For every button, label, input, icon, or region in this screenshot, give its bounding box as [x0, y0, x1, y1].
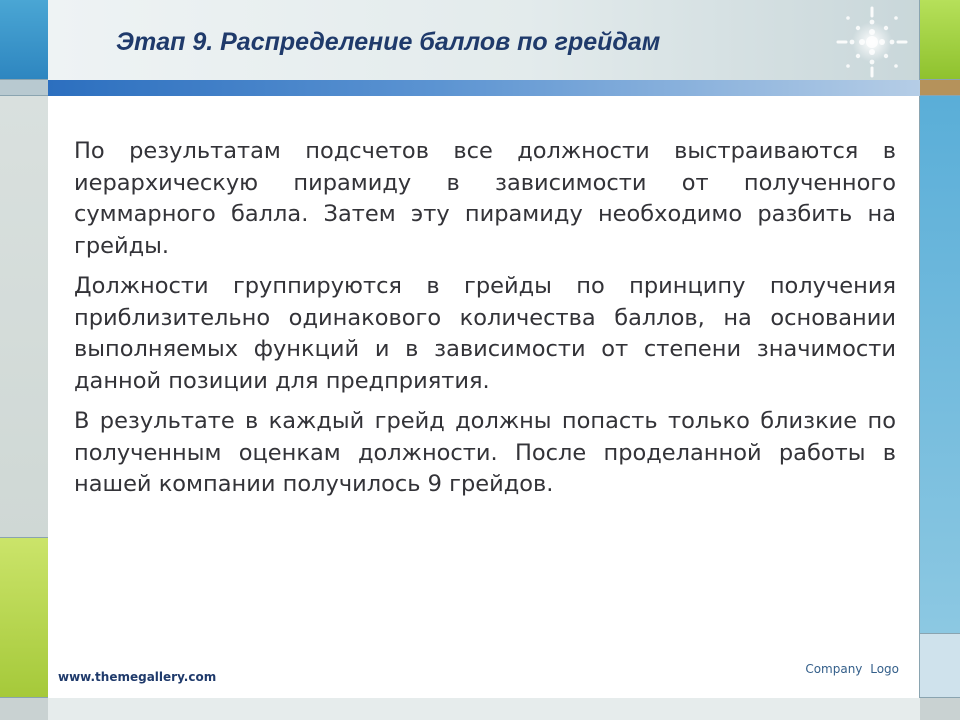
slide-header — [48, 0, 920, 80]
slide-title: Этап 9. Распределение баллов по грейдам — [116, 28, 661, 56]
right-decor-blue-block — [920, 96, 960, 634]
paragraph-3: В результате в каждый грейд должны попасть только близкие по полученным оценкам должности. После проделанной работы в нашей компании получилось 9 грейдов. — [74, 408, 896, 497]
header-band — [48, 80, 920, 96]
right-decor-green-block — [920, 0, 960, 80]
right-decor-brown-strip — [920, 80, 960, 96]
footer-url: www.themegallery.com — [58, 670, 217, 684]
left-decor-light-block — [0, 96, 48, 538]
left-decor-grey-strip — [0, 80, 48, 96]
left-decor-blue-block — [0, 0, 48, 80]
slide-content — [48, 96, 920, 698]
sparkle-icon — [834, 4, 910, 80]
paragraph-1: По результатам подсчетов все должности выстраиваются в иерархическую пирамиду в зависимости от полученного суммарного балла. Затем эту пирамиду необходимо разбить на грейды. — [74, 138, 896, 259]
footer-strip — [48, 698, 920, 720]
right-decor-column — [920, 0, 960, 720]
body-text — [74, 136, 896, 510]
left-decor-green-block — [0, 538, 48, 698]
right-decor-bottom-block — [920, 698, 960, 720]
right-decor-light-blue-block — [920, 634, 960, 698]
left-decor-column — [0, 0, 48, 720]
paragraph-2: Должности группируются в грейды по принципу получения приблизительно одинакового количества баллов, на основании выполняемых функций и в зависимости от степени значимости данной позиции для предприятия. — [74, 273, 896, 394]
left-decor-bottom-block — [0, 698, 48, 720]
company-logo: Company Logo — [805, 662, 899, 676]
